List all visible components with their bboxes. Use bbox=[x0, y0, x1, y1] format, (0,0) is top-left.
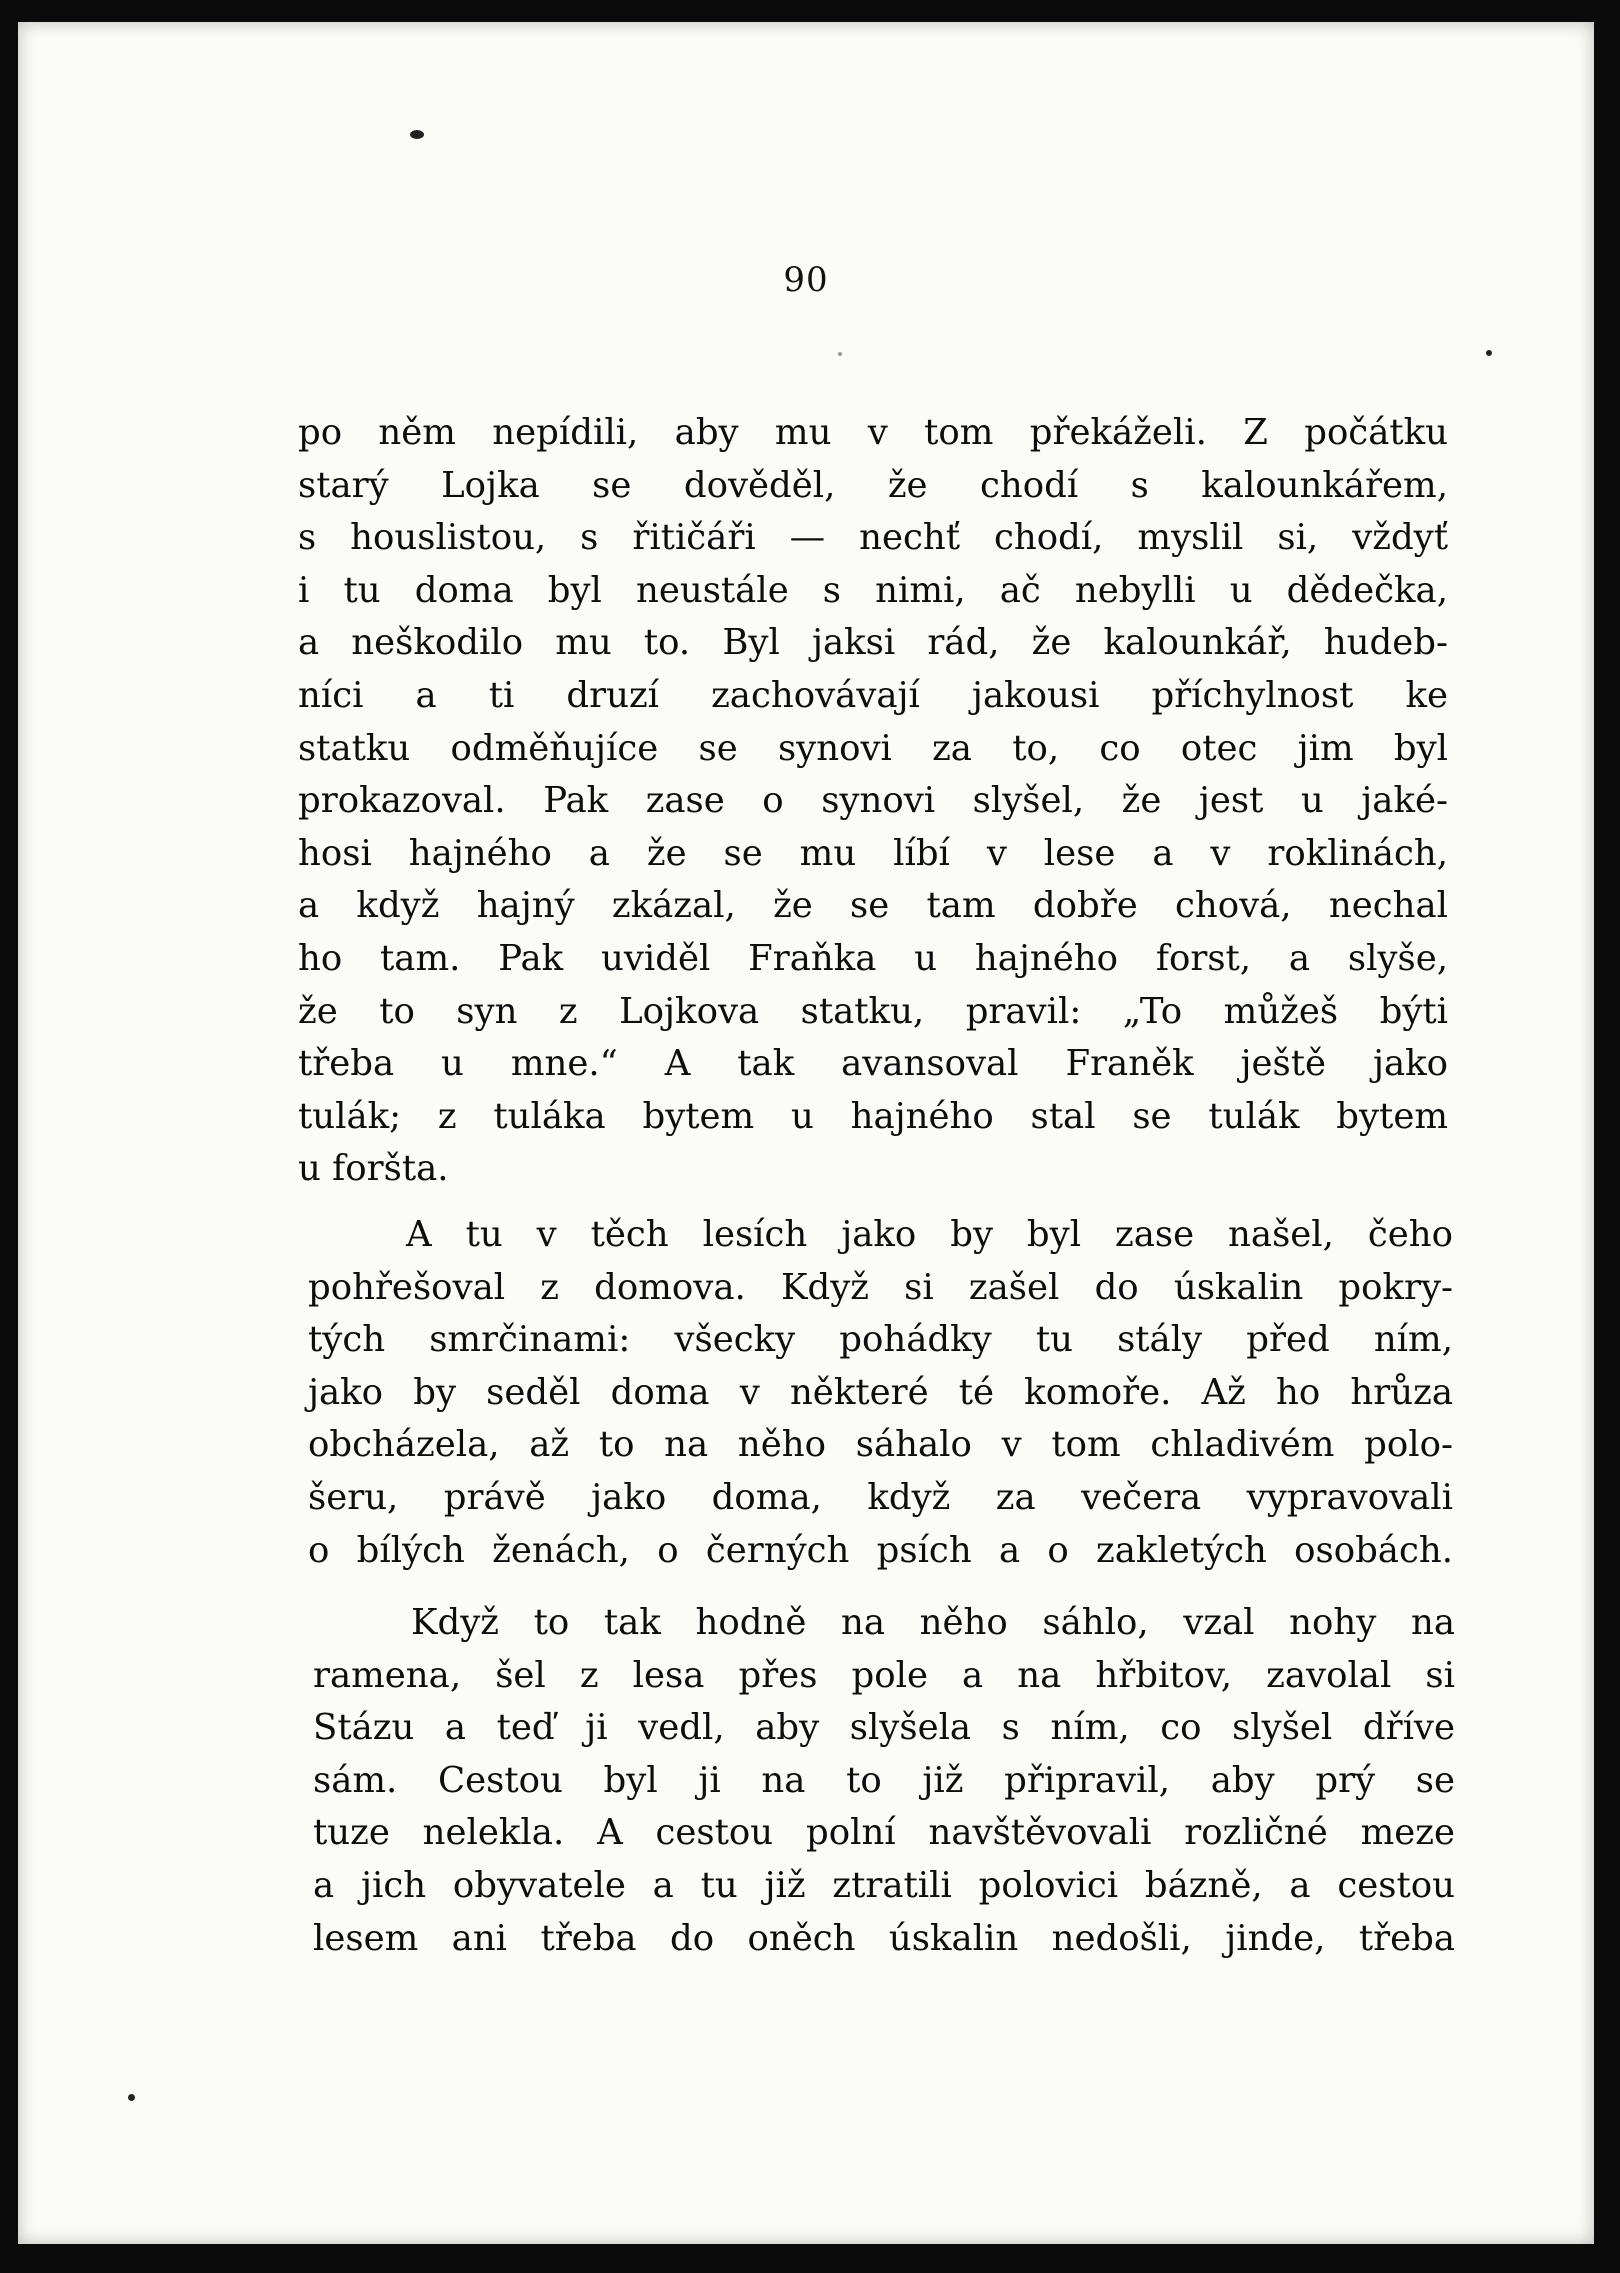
text-line: šeru, právě jako doma, když za večera vypravovali bbox=[308, 1476, 1453, 1518]
text-line: ramena, šel z lesa přes pole a na hřbitov, zavolal si bbox=[313, 1654, 1455, 1696]
scan-speck bbox=[128, 2094, 135, 2101]
text-line: po něm nepídili, aby mu v tom překáželi. Z počátku bbox=[298, 412, 1448, 453]
text-line: že to syn z Lojkova statku, pravil: „To můžeš býti bbox=[298, 990, 1448, 1032]
text-line: o bílých ženách, o černých psích a o zakletých osobách. bbox=[308, 1529, 1453, 1571]
text-line: i tu doma byl neustále s nimi, ač nebylli u dědečka, bbox=[298, 569, 1448, 611]
scan-speck bbox=[838, 352, 842, 356]
scan-speck bbox=[1486, 350, 1492, 356]
paragraph-2 bbox=[308, 1209, 1453, 1577]
text-line: tulák; z tuláka bytem u hajného stal se tulák bytem bbox=[298, 1095, 1448, 1137]
text-line: Když to tak hodně na něho sáhlo, vzal nohy na bbox=[411, 1602, 1455, 1643]
text-line: hosi hajného a že se mu líbí v lese a v roklinách, bbox=[298, 832, 1448, 874]
page-number: 90 bbox=[783, 260, 829, 300]
text-line: sám. Cestou byl ji na to již připravil, aby prý se bbox=[313, 1759, 1455, 1801]
text-line: lesem ani třeba do oněch úskalin nedošli, jinde, třeba bbox=[313, 1917, 1455, 1959]
text-line: Stázu a teď ji vedl, aby slyšela s ním, co slyšel dříve bbox=[313, 1707, 1455, 1749]
paragraph-1 bbox=[298, 407, 1448, 1196]
text-line: starý Lojka se dověděl, že chodí s kalounkářem, bbox=[298, 464, 1448, 506]
text-line: tuze nelekla. A cestou polní navštěvovali rozličné meze bbox=[313, 1812, 1455, 1854]
text-line: obcházela, až to na něho sáhalo v tom chladivém polo- bbox=[308, 1424, 1453, 1466]
text-line: A tu v těch lesích jako by byl zase našel, čeho bbox=[406, 1214, 1453, 1255]
text-line: a když hajný zkázal, že se tam dobře chová, nechal bbox=[298, 885, 1448, 927]
text-line: prokazoval. Pak zase o synovi slyšel, že jest u jaké- bbox=[298, 780, 1448, 822]
text-line: statku odměňujíce se synovi za to, co otec jim byl bbox=[298, 727, 1448, 769]
book-page bbox=[18, 22, 1594, 2244]
text-line: níci a ti druzí zachovávají jakousi příchylnost ke bbox=[298, 674, 1448, 716]
text-line: a jich obyvatele a tu již ztratili polovici bázně, a cestou bbox=[313, 1864, 1455, 1906]
text-line: a neškodilo mu to. Byl jaksi rád, že kalounkář, hudeb- bbox=[298, 622, 1448, 664]
scan-speck bbox=[410, 130, 424, 139]
text-line: u foršta. bbox=[298, 1148, 449, 1190]
text-line: s houslistou, s řitičáři — nechť chodí, myslil si, vždyť bbox=[298, 517, 1448, 559]
text-line: tých smrčinami: všecky pohádky tu stály před ním, bbox=[308, 1319, 1453, 1361]
text-line: ho tam. Pak uviděl Fraňka u hajného forst, a slyše, bbox=[298, 937, 1448, 979]
text-line: třeba u mne.“ A tak avansoval Franěk ještě jako bbox=[298, 1043, 1448, 1085]
text-line: jako by seděl doma v některé té komoře. Až ho hrůza bbox=[308, 1371, 1453, 1413]
text-line: pohřešoval z domova. Když si zašel do úskalin pokry- bbox=[308, 1266, 1453, 1308]
paragraph-3 bbox=[313, 1597, 1455, 1965]
